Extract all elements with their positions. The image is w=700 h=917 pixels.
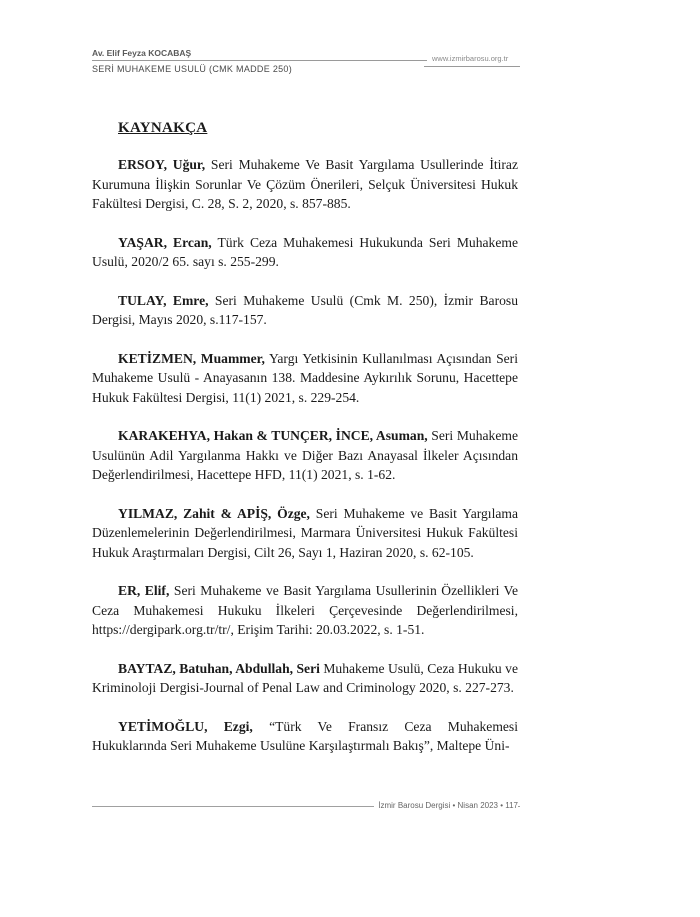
- reference-text: Muhakeme Usulü, Ceza Hukuku ve Kriminoloji Dergisi-Journal of Penal Law and Criminology 2020, s. 227-273.: [92, 660, 518, 695]
- reference-text: Seri Muhakeme Usulünün Adil Yargılanma Hakkı ve Diğer Bazı Anayasal İlkeler Açısından Değerlendirilmesi, Hacettepe HFD, 11(1) 2021, s. 1-62.: [92, 428, 518, 482]
- reference-text: Türk Ceza Muhakemesi Hukukunda Seri Muhakeme Usulü, 2020/2 65. sayı s. 255-299.: [92, 234, 518, 269]
- reference-text: Yargı Yetkisinin Kullanılması Açısından Seri Muhakeme Usulü - Anayasanın 138. Maddesine Aykırılık Sorunu, Hacettepe Hukuk Fakültesi Dergisi, 11(1) 2021, s. 229-254.: [92, 350, 518, 405]
- page-body: [92, 120, 518, 775]
- reference-author: BAYTAZ, Batuhan, Abdullah, Seri: [118, 660, 320, 676]
- footer-page-info: İzmir Barosu Dergisi • Nisan 2023 • 117: [374, 801, 518, 810]
- reference-item: [92, 349, 518, 408]
- reference-item: [92, 504, 518, 563]
- reference-author: ER, Elif,: [118, 583, 170, 598]
- header-rule-right: [424, 66, 520, 67]
- reference-author: KARAKEHYA, Hakan & TUNÇER, İNCE, Asuman,: [118, 428, 428, 443]
- reference-item: [92, 155, 518, 214]
- reference-author: YETİMOĞLU, Ezgi,: [118, 718, 253, 734]
- reference-text: Seri Muhakeme ve Basit Yargılama Düzenlemelerinin Değerlendirilmesi, Marmara Üniversitesi Hukuk Fakültesi Hukuk Araştırmaları Dergisi, Cilt 26, Sayı 1, Haziran 2020, s. 62-105.: [92, 505, 519, 560]
- reference-item: [92, 717, 518, 756]
- reference-item: [92, 659, 518, 698]
- reference-text: “Türk Ve Fransız Ceza Muhakemesi Hukuklarında Seri Muhakeme Usulüne Karşılaştırmalı Bakış”, Maltepe Üni-: [92, 718, 518, 753]
- reference-item: [92, 233, 518, 272]
- reference-author: ERSOY, Uğur,: [118, 157, 206, 172]
- header-rule: [92, 60, 427, 61]
- reference-item: [92, 581, 518, 640]
- header-url: www.izmirbarosu.org.tr: [432, 54, 509, 63]
- section-heading: KAYNAKÇA: [118, 120, 208, 136]
- reference-author: YILMAZ, Zahit & APİŞ, Özge,: [118, 505, 310, 521]
- reference-text: Seri Muhakeme Ve Basit Yargılama Usullerinde İtiraz Kurumuna İlişkin Sorunlar Ve Çözüm Önerileri, Selçuk Üniversitesi Hukuk Fakültesi Dergisi, C. 28, S. 2, 2020, s. 857-885.: [92, 157, 518, 211]
- header-author: Av. Elif Feyza KOCABAŞ: [92, 48, 192, 58]
- reference-author: YAŞAR, Ercan,: [118, 234, 212, 250]
- reference-item: [92, 426, 518, 485]
- reference-text: Seri Muhakeme Usulü (Cmk M. 250), İzmir Barosu Dergisi, Mayıs 2020, s.117-157.: [92, 292, 519, 327]
- reference-author: TULAY, Emre,: [118, 292, 209, 308]
- reference-author: KETİZMEN, Muammer,: [118, 350, 265, 366]
- reference-item: [92, 291, 518, 330]
- header-title: SERİ MUHAKEME USULÜ (CMK MADDE 250): [92, 64, 293, 74]
- reference-text: Seri Muhakeme ve Basit Yargılama Usullerinin Özellikleri Ve Ceza Muhakemesi Hukuku İlkeleri Çerçevesinde Değerlendirilmesi, https://dergipark.org.tr/tr/, Erişim Tarihi: 20.03.2022, s. 1-51.: [92, 583, 519, 637]
